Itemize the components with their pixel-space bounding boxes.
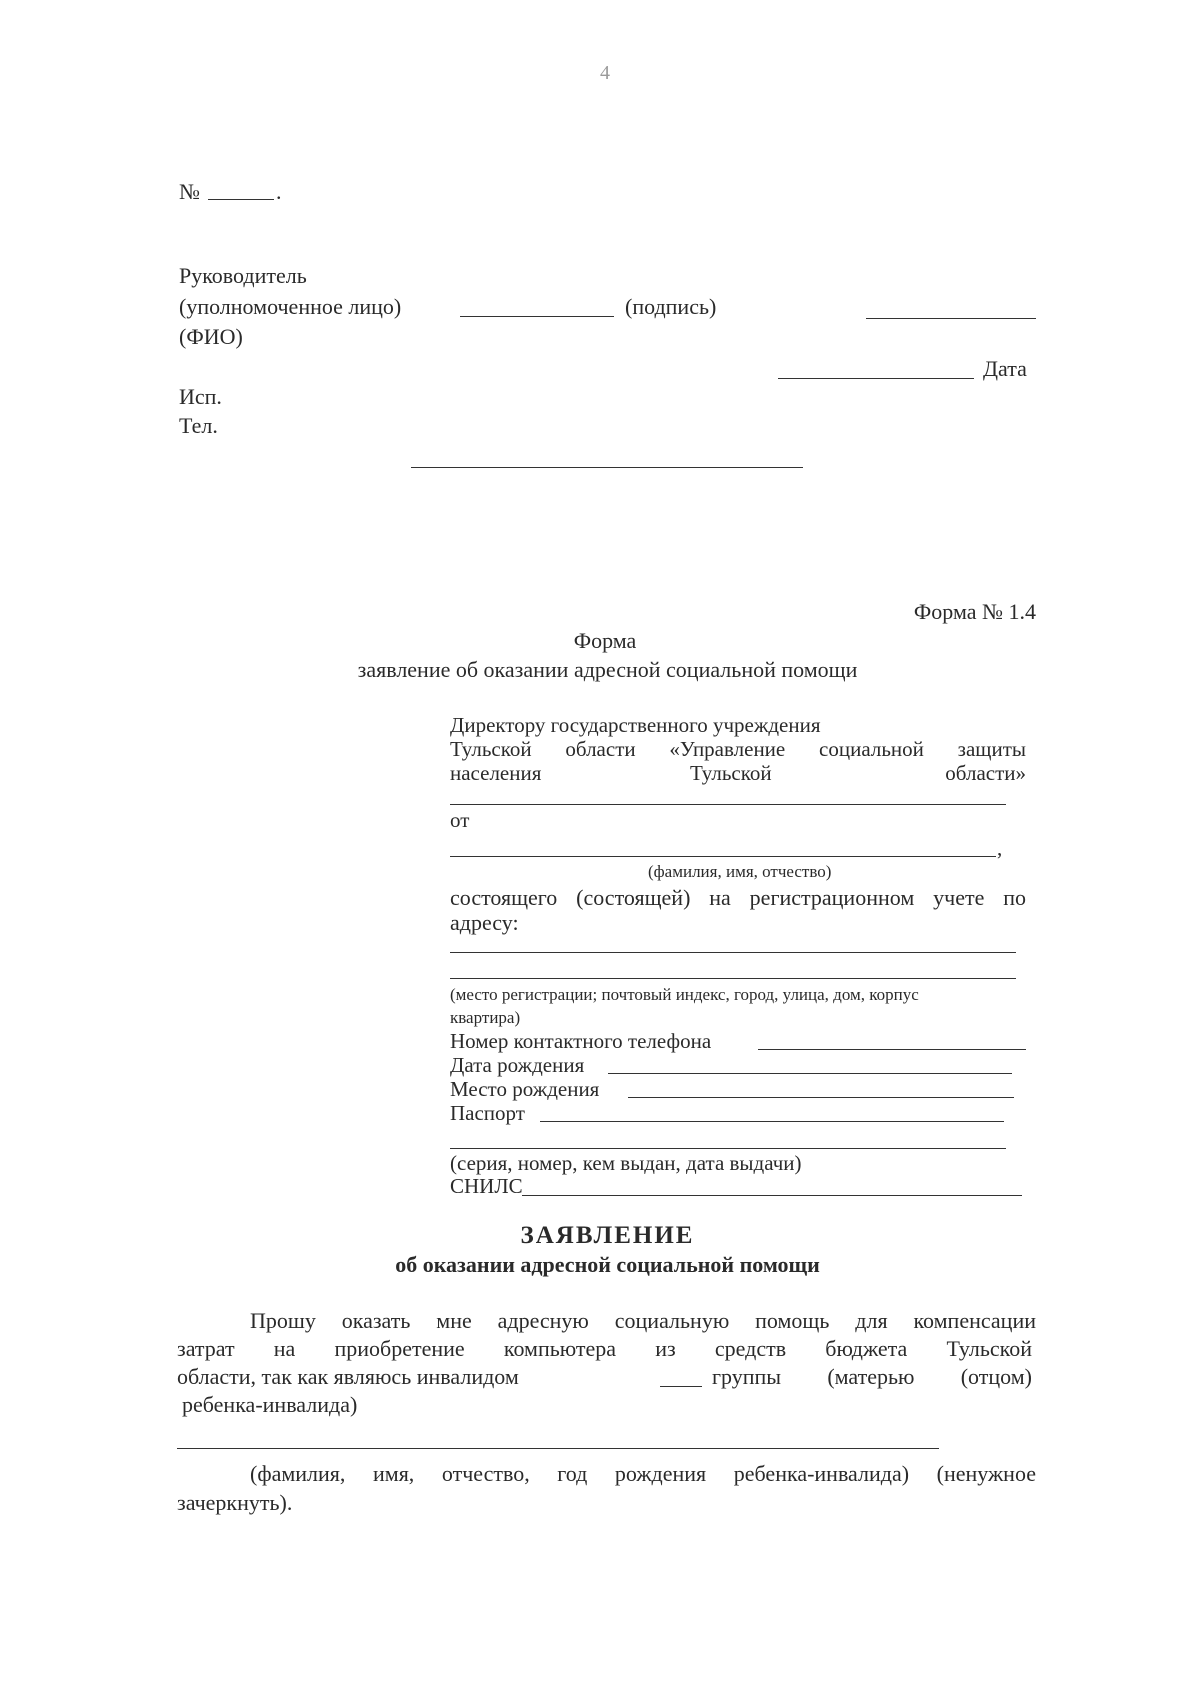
authorized-person-label: (уполномоченное лицо) [179, 294, 402, 319]
fio-label: (ФИО) [179, 324, 243, 349]
paragraph-line3-end: группы (матерью (отцом) [712, 1364, 1032, 1389]
fio-blank-line [866, 318, 1036, 319]
address-hint-line1: (место регистрации; почтовый индекс, город, улица, дом, корпус [450, 985, 919, 1004]
statement-title: ЗАЯВЛЕНИЕ [520, 1222, 695, 1249]
contact-phone-label: Номер контактного телефона [450, 1029, 712, 1053]
number-label: № [179, 179, 200, 204]
comma: , [997, 836, 1003, 860]
from-label: от [450, 808, 470, 832]
registered-line1: состоящего (состоящей) на регистрационном учете по [450, 885, 1026, 910]
phone-label: Тел. [179, 413, 218, 438]
paragraph-line1: Прошу оказать мне адресную социальную помощь для компенсации [250, 1308, 1036, 1333]
paragraph-line2: затрат на приобретение компьютера из средств бюджета Тульской [177, 1336, 1032, 1361]
child-name-line [177, 1448, 939, 1449]
passport-hint: (серия, номер, кем выдан, дата выдачи) [450, 1151, 802, 1175]
birth-place-label: Место рождения [450, 1077, 600, 1101]
address-line-2 [450, 978, 1016, 979]
addressee-line2: Тульской области «Управление социальной защиты [450, 737, 1026, 761]
registered-line2: адресу: [450, 910, 519, 935]
passport-line [540, 1121, 1004, 1122]
birth-date-line [608, 1073, 1012, 1074]
executor-label: Исп. [179, 384, 222, 409]
date-blank-line [778, 378, 974, 379]
snils-label: СНИЛС [450, 1174, 523, 1198]
statement-subtitle: об оказании адресной социальной помощи [395, 1252, 820, 1277]
number-blank-line [208, 199, 274, 200]
passport-line-2 [450, 1148, 1006, 1149]
paragraph-line3-start: области, так как являюсь инвалидом [177, 1364, 519, 1389]
paragraph-line4: ребенка-инвалида) [182, 1392, 358, 1417]
number-suffix: . [276, 179, 282, 204]
addressee-blank-line [450, 804, 1006, 805]
address-hint-line2: квартира) [450, 1008, 521, 1027]
date-label: Дата [983, 356, 1027, 381]
head-title: Руководитель [179, 263, 307, 288]
passport-label: Паспорт [450, 1101, 525, 1125]
form-number: Форма № 1.4 [913, 599, 1036, 624]
child-hint-line1: (фамилия, имя, отчество, год рождения ребенка-инвалида) (ненужное [250, 1461, 1036, 1486]
separator-line [411, 467, 803, 468]
contact-phone-line [758, 1049, 1026, 1050]
address-line-1 [450, 952, 1016, 953]
fio-hint: (фамилия, имя, отчество) [648, 862, 832, 881]
birth-place-line [628, 1097, 1014, 1098]
signature-blank-line [460, 316, 614, 317]
addressee-line3-word3: области» [945, 761, 1026, 785]
birth-date-label: Дата рождения [450, 1053, 585, 1077]
addressee-line3-word1: населения [450, 761, 542, 785]
form-subtitle: заявление об оказании адресной социальной помощи [357, 657, 858, 682]
group-blank-line [660, 1386, 702, 1387]
child-hint-line2: зачеркнуть). [177, 1490, 293, 1515]
signature-label: (подпись) [625, 294, 717, 319]
form-word: Форма [573, 628, 637, 653]
snils-line [522, 1195, 1022, 1196]
page-number: 4 [600, 62, 610, 84]
applicant-name-line [450, 856, 996, 857]
addressee-line1: Директору государственного учреждения [450, 713, 821, 737]
addressee-line3-word2: Тульской [690, 761, 772, 785]
